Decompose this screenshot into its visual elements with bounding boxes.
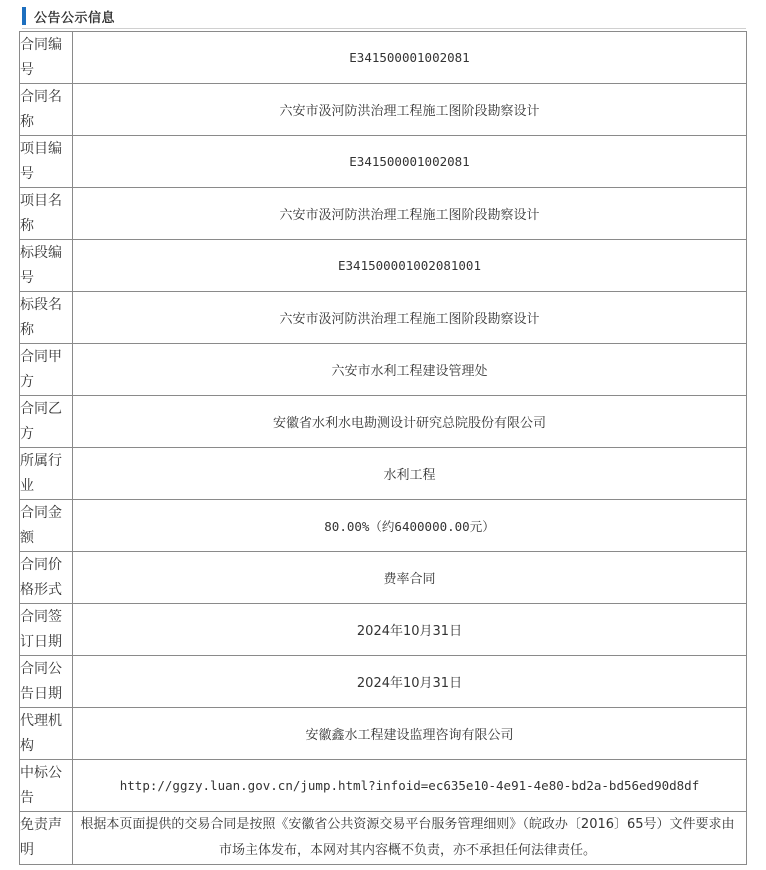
row-label-disclaimer: 免责声明: [20, 812, 73, 865]
table-row: [20, 344, 747, 396]
contract-amount-value: 80.00%（约6400000.00元）: [73, 500, 747, 552]
party-a-value: 六安市水利工程建设管理处: [73, 344, 747, 396]
row-label-industry: 所属行业: [20, 448, 73, 500]
contract-info-table: [19, 31, 747, 865]
table-row: [20, 292, 747, 344]
section-title: 公告公示信息: [34, 10, 116, 26]
table-row: [20, 656, 747, 708]
section-divider: [22, 28, 746, 29]
table-row: [20, 500, 747, 552]
contract-name-value: 六安市汲河防洪治理工程施工图阶段勘察设计: [73, 84, 747, 136]
table-row: [20, 708, 747, 760]
table-row: [20, 84, 747, 136]
contract-number-value: E341500001002081: [73, 32, 747, 84]
row-label-agency: 代理机构: [20, 708, 73, 760]
table-row: [20, 552, 747, 604]
row-label-contract-number: 合同编号: [20, 32, 73, 84]
table-row: [20, 760, 747, 812]
row-label-party-b: 合同乙方: [20, 396, 73, 448]
agency-value: 安徽鑫水工程建设监理咨询有限公司: [73, 708, 747, 760]
section-name-value: 六安市汲河防洪治理工程施工图阶段勘察设计: [73, 292, 747, 344]
row-label-award-notice: 中标公告: [20, 760, 73, 812]
party-b-value: 安徽省水利水电勘测设计研究总院股份有限公司: [73, 396, 747, 448]
signing-date-value: 2024年10月31日: [73, 604, 747, 656]
row-label-section-number: 标段编号: [20, 240, 73, 292]
industry-value: 水利工程: [73, 448, 747, 500]
row-label-price-form: 合同价格形式: [20, 552, 73, 604]
project-name-value: 六安市汲河防洪治理工程施工图阶段勘察设计: [73, 188, 747, 240]
table-row: [20, 240, 747, 292]
disclaimer-value: 根据本页面提供的交易合同是按照《安徽省公共资源交易平台服务管理细则》（皖政办〔2016〕65号）文件要求由市场主体发布，本网对其内容概不负责，亦不承担任何法律责任。: [73, 812, 747, 865]
section-accent-bar: [22, 7, 26, 25]
row-label-project-name: 项目名称: [20, 188, 73, 240]
table-row: [20, 188, 747, 240]
row-label-party-a: 合同甲方: [20, 344, 73, 396]
table-row: [20, 448, 747, 500]
row-label-project-number: 项目编号: [20, 136, 73, 188]
price-form-value: 费率合同: [73, 552, 747, 604]
row-label-contract-amount: 合同金额: [20, 500, 73, 552]
row-label-signing-date: 合同签订日期: [20, 604, 73, 656]
row-label-announcement-date: 合同公告日期: [20, 656, 73, 708]
table-row: [20, 812, 747, 865]
section-number-value: E341500001002081001: [73, 240, 747, 292]
table-row: [20, 396, 747, 448]
table-row: [20, 136, 747, 188]
award-notice-link[interactable]: http://ggzy.luan.gov.cn/jump.html?infoid=ec635e10-4e91-4e80-bd2a-bd56ed90d8df: [73, 760, 747, 812]
row-label-contract-name: 合同名称: [20, 84, 73, 136]
table-row: [20, 604, 747, 656]
project-number-value: E341500001002081: [73, 136, 747, 188]
row-label-section-name: 标段名称: [20, 292, 73, 344]
announcement-date-value: 2024年10月31日: [73, 656, 747, 708]
section-header: [22, 5, 115, 27]
table-row: [20, 32, 747, 84]
